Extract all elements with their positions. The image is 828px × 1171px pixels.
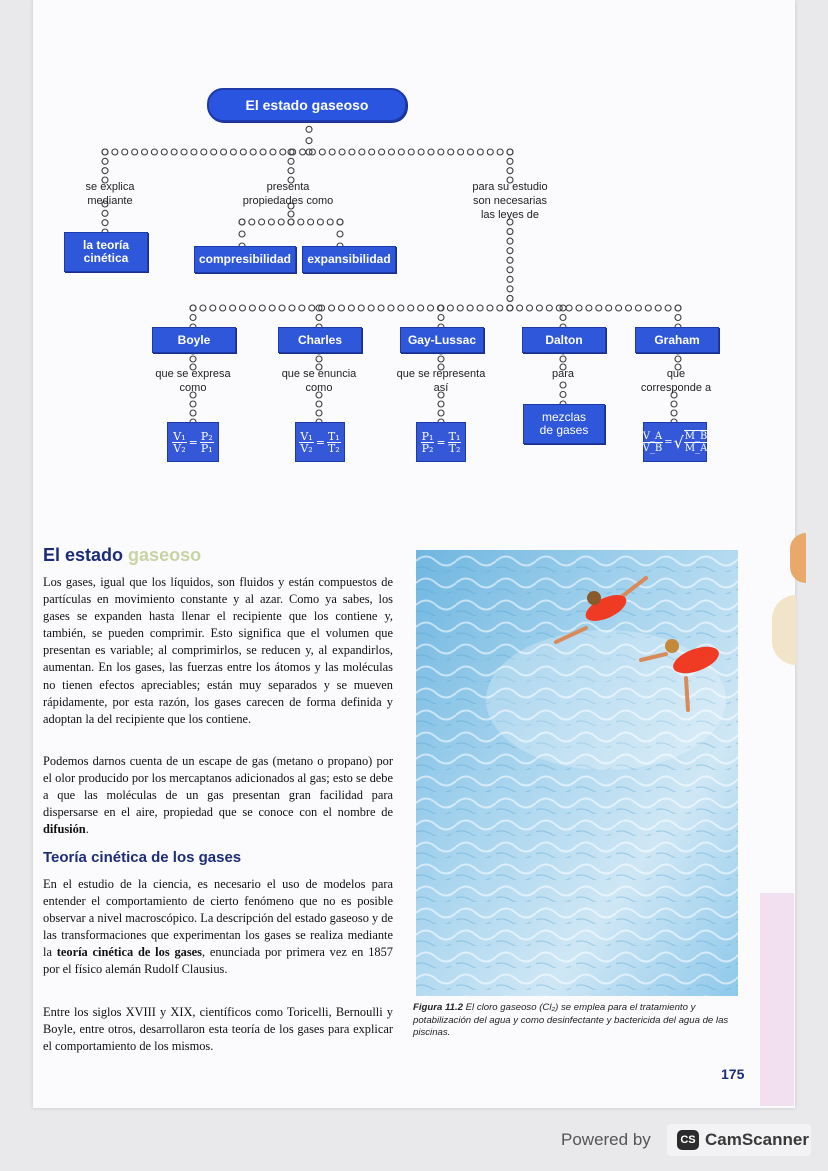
chain-link [596,305,602,311]
formula-boyle: $\frac{\text{V₁}}{\text{V₂}}$ = $\frac{\text{P₂}}{\text{P₁}}$ [167,422,219,462]
chain-link [560,392,566,398]
chain-link [220,305,226,311]
chain-link [560,382,566,388]
chain-link [190,356,196,362]
chain-link [190,315,196,321]
chain-link [507,267,513,273]
chain-link [497,149,503,155]
chain-link [102,210,108,216]
chain-link [259,219,265,225]
chain-link [288,219,294,225]
chain-link [317,219,323,225]
camscanner-name: CamScanner [705,1130,809,1149]
chain-link [507,257,513,263]
chain-link [309,305,315,311]
chain-link [398,305,404,311]
chain-link [438,410,444,416]
formula-gay-lussac: $\frac{\text{P₁}}{\text{P₂}}$ = $\frac{\text{T₁}}{\text{T₂}}$ [416,422,466,462]
chain-link [298,219,304,225]
chain-link [300,149,306,155]
label-para-su-estudio: para su estudio son necesarias las leyes de [472,181,548,221]
chain-link [359,149,365,155]
chain-link [190,401,196,407]
chain-link [458,149,464,155]
chain-link [536,305,542,311]
chain-link [191,149,197,155]
chain-link [675,356,681,362]
chain-link [517,305,523,311]
chain-link [299,305,305,311]
chain-link [348,305,354,311]
camscanner-icon: CS [677,1130,699,1150]
chain-link [438,315,444,321]
chain-link [316,410,322,416]
chain-link [316,401,322,407]
chain-link [645,305,651,311]
chain-link [368,305,374,311]
chain-link [560,315,566,321]
powered-by-text: Powered by [561,1130,651,1149]
chain-link [288,158,294,164]
chain-link [338,305,344,311]
chain-link [606,305,612,311]
chain-link [102,168,108,174]
chain-link [527,305,533,311]
chain-link [171,149,177,155]
margin-decoration [772,595,796,665]
chain-link [438,356,444,362]
chain-link [268,219,274,225]
chain-link [378,305,384,311]
map-title: El estado gaseoso [207,88,407,122]
chain-link [161,149,167,155]
law-gay-lussac: Gay-Lussac [400,327,484,353]
chain-link [102,220,108,226]
connector-charles: que se enuncia como [281,368,357,394]
chain-link [270,149,276,155]
chain-link [507,248,513,254]
chain-link [546,305,552,311]
chain-link [447,305,453,311]
page-margin-strip [760,893,794,1106]
chain-link [259,305,265,311]
connector-graham: que corresponde a [640,368,712,394]
chain-link [665,305,671,311]
chain-link [560,305,566,311]
section-heading: El estado gaseoso [43,545,202,565]
chain-link [279,305,285,311]
chain-link [239,219,245,225]
chain-link [151,149,157,155]
chain-link [280,149,286,155]
chain-link [408,149,414,155]
chain-link [457,305,463,311]
chain-link [142,149,148,155]
chain-link [337,219,343,225]
chain-link [327,219,333,225]
page-number: 175 [721,1066,745,1082]
chain-link [467,149,473,155]
chain-link [306,138,312,144]
chain-link [487,149,493,155]
paragraph-2: Podemos darnos cuenta de un escape de gas (metano o propano) por el olor producido por los mercaptanos adicionados al gas; esto se debe a que las moléculas de un gas presentan gran facilidad para dispersarse en el aire, propiedad que se conoce con el nombre de difusión. [43,754,393,837]
chain-link [339,149,345,155]
chain-link [250,149,256,155]
chain-link [635,305,641,311]
chain-link [438,401,444,407]
chain-link [428,149,434,155]
chain-link [230,149,236,155]
label-se-explica: se explica mediante [85,181,135,207]
paragraph-3: En el estudio de la ciencia, es necesario el uso de modelos para entender el comportamiento de cierto fenómeno que no es posible observar a nivel macroscópico. La descripción del estado gaseoso y de las transformaciones que experimentan los gases se realiza mediante la teoría cinética de los gases, enunciada por primera vez en 1857 por el físico alemán Rudolf Clausius. [43,877,393,977]
chain-link [388,149,394,155]
chain-link [122,149,128,155]
chain-link [388,305,394,311]
chain-link [675,315,681,321]
chain-link [190,305,196,311]
chain-link [379,149,385,155]
chain-link [329,305,335,311]
chain-link [239,305,245,311]
chain-link [616,305,622,311]
chain-link [448,149,454,155]
chain-link [655,305,661,311]
chain-link [112,149,118,155]
chain-link [358,305,364,311]
chain-link [181,149,187,155]
formula-charles: $\frac{\text{V₁}}{\text{V₂}}$ = $\frac{\text{T₁}}{\text{T₂}}$ [295,422,345,462]
chain-link [507,305,513,311]
chain-link [560,356,566,362]
law-boyle: Boyle [152,327,236,353]
chain-link [398,149,404,155]
chain-link [477,149,483,155]
chain-link [200,305,206,311]
chain-link [349,149,355,155]
chain-link [671,401,677,407]
chain-link [418,305,424,311]
chain-link [102,149,108,155]
chain-link [467,305,473,311]
chain-link [418,149,424,155]
chain-link [507,229,513,235]
box-compresibilidad: compresibilidad [194,246,296,273]
chain-link [132,149,138,155]
paragraph-1: Los gases, igual que los líquidos, son fluidos y están compuestos de partículas en movimiento constante y al azar. Como ya sabes, los gases se expanden hasta llenar el recipiente que los contiene y, también, se pueden comprimir. Esto significa que el volumen que presentan es variable; al comprimirlos, se reducen y, al expandirlos, aumentan. En los gases, las fuerzas entre los átomos y las moléculas no tienen efectos apreciables; están muy separados y se mueven rápidamente, por esta razón, los gases carecen de forma definida y adoptan la del recipiente que los contiene. [43,575,393,726]
chain-link [507,168,513,174]
chain-link [507,149,513,155]
chain-link [190,410,196,416]
chain-link [477,305,483,311]
margin-decoration [790,533,806,583]
chain-link [576,305,582,311]
pool-photo [416,550,738,996]
chain-link [487,305,493,311]
chain-link [507,238,513,244]
chain-link [507,286,513,292]
box-mezclas-de-gases: mezclas de gases [523,404,605,444]
chain-link [278,219,284,225]
chain-link [240,149,246,155]
chain-link [288,211,294,217]
chain-link [507,158,513,164]
chain-link [671,410,677,416]
chain-link [408,305,414,311]
label-presenta: presenta propiedades como [242,181,334,207]
formula-graham: $\frac{V\_A}{V\_B}$ = √ $\frac{M\_B}{M\_A}$ [643,422,707,462]
chain-link [249,305,255,311]
chain-link [369,149,375,155]
chain-link [507,295,513,301]
chain-link [269,305,275,311]
chain-link [221,149,227,155]
figure-caption: Figura 11.2 El cloro gaseoso (Cl₂) se emplea para el tratamiento y potabilización del agua y como desinfectante y bactericida del agua de las piscinas. [413,1002,729,1038]
chain-link [260,149,266,155]
law-graham: Graham [635,327,719,353]
chain-link [329,149,335,155]
chain-link [210,305,216,311]
chain-link [289,305,295,311]
chain-link [288,168,294,174]
law-dalton: Dalton [522,327,606,353]
subheading-teoria-cinetica: Teoría cinética de los gases [43,849,242,866]
chain-link [319,149,325,155]
chain-link [211,149,217,155]
chain-link [675,305,681,311]
chain-link [626,305,632,311]
chain-link [249,219,255,225]
chain-link [566,305,572,311]
chain-link [239,231,245,237]
chain-link [201,149,207,155]
box-teoria-cinetica: la teoría cinética [64,232,148,272]
chain-link [586,305,592,311]
box-expansibilidad: expansibilidad [302,246,396,273]
chain-link [306,126,312,132]
chain-link [230,305,236,311]
connector-gay-lussac: que se representa así [396,368,486,394]
chain-link [316,356,322,362]
chain-link [102,158,108,164]
chain-link [497,305,503,311]
chain-link [308,219,314,225]
camscanner-logo [667,1124,811,1156]
chain-link [438,149,444,155]
connector-dalton: para [551,368,575,380]
chain-link [428,305,434,311]
connector-boyle: que se expresa como [155,368,231,394]
chain-link [507,276,513,282]
chain-link [337,231,343,237]
law-charles: Charles [278,327,362,353]
chain-link [316,315,322,321]
paragraph-4: Entre los siglos XVIII y XIX, científicos como Toricelli, Bernoulli y Boyle, entre otros, desarrollaron esta teoría de los gases para explicar el comportamiento de los mismos. [43,1005,393,1054]
